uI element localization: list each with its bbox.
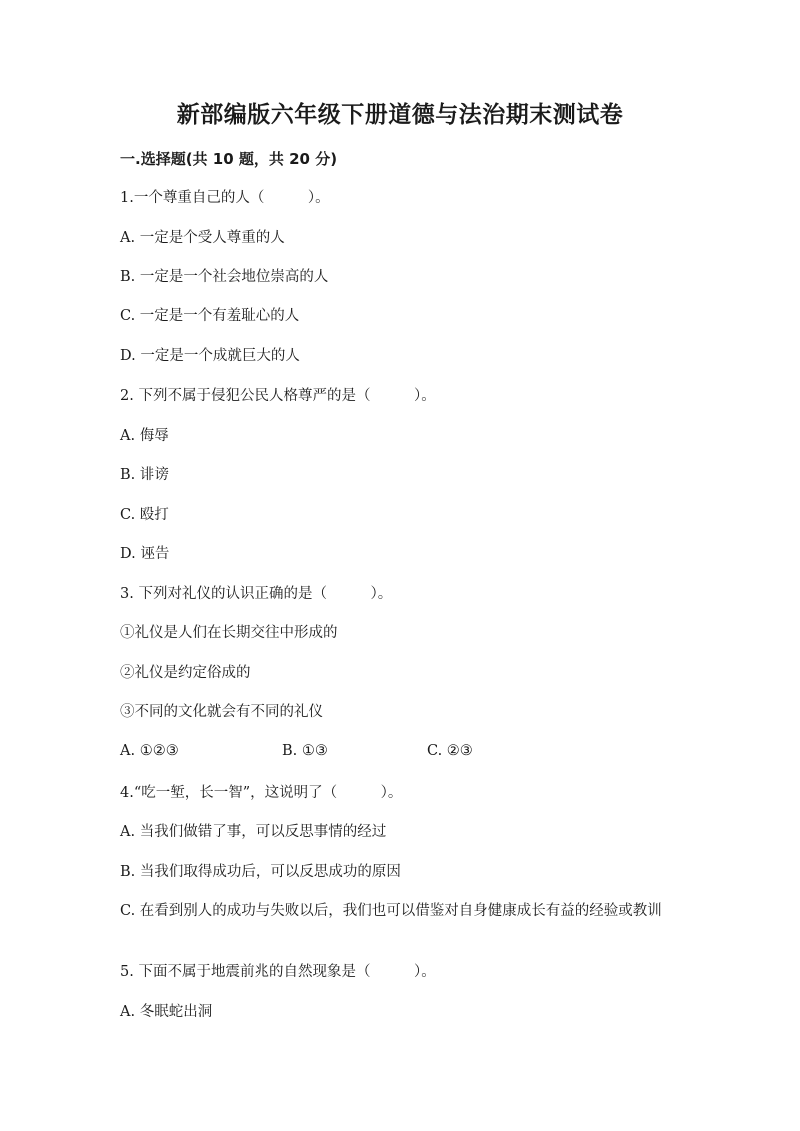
- question-5-stem: 5. 下面不属于地震前兆的自然现象是（ ）。: [120, 964, 436, 980]
- question-4-option-a[interactable]: A. 当我们做错了事，可以反思事情的经过: [120, 824, 387, 840]
- question-3-stem: 3. 下列对礼仪的认识正确的是（ ）。: [120, 586, 393, 602]
- question-3-option-a[interactable]: A. ①②③: [120, 743, 179, 759]
- question-2-stem: 2. 下列不属于侵犯公民人格尊严的是（ ）。: [120, 388, 436, 404]
- question-1-option-d[interactable]: D. 一定是一个成就巨大的人: [120, 348, 300, 364]
- question-1-option-c[interactable]: C. 一定是一个有羞耻心的人: [120, 308, 300, 324]
- question-3-statement-2: ②礼仪是约定俗成的: [120, 665, 251, 681]
- question-2-option-b[interactable]: B. 诽谤: [120, 467, 169, 483]
- question-1-option-a[interactable]: A. 一定是个受人尊重的人: [120, 230, 285, 246]
- question-2-option-c[interactable]: C. 殴打: [120, 507, 169, 523]
- question-2-option-a[interactable]: A. 侮辱: [120, 428, 169, 444]
- section-heading: 一.选择题(共 10 题，共 20 分): [120, 150, 338, 168]
- question-4-option-b[interactable]: B. 当我们取得成功后，可以反思成功的原因: [120, 864, 401, 880]
- question-1-option-b[interactable]: B. 一定是一个社会地位崇高的人: [120, 269, 329, 285]
- question-3-option-b[interactable]: B. ①③: [282, 743, 328, 759]
- question-4-stem: 4.“吃一堑，长一智”，这说明了（ ）。: [120, 785, 403, 801]
- question-3-statement-3: ③不同的文化就会有不同的礼仪: [120, 704, 323, 720]
- question-4-option-c[interactable]: C. 在看到别人的成功与失败以后，我们也可以借鉴对自身健康成长有益的经验或教训: [120, 903, 662, 919]
- question-2-option-d[interactable]: D. 诬告: [120, 546, 170, 562]
- question-5-option-a[interactable]: A. 冬眠蛇出洞: [120, 1004, 213, 1020]
- question-1-stem: 1.一个尊重自己的人（ ）。: [120, 190, 330, 206]
- question-3-option-c[interactable]: C. ②③: [427, 743, 473, 759]
- page-title: 新部编版六年级下册道德与法治期末测试卷: [176, 101, 624, 128]
- question-3-statement-1: ①礼仪是人们在长期交往中形成的: [120, 625, 338, 641]
